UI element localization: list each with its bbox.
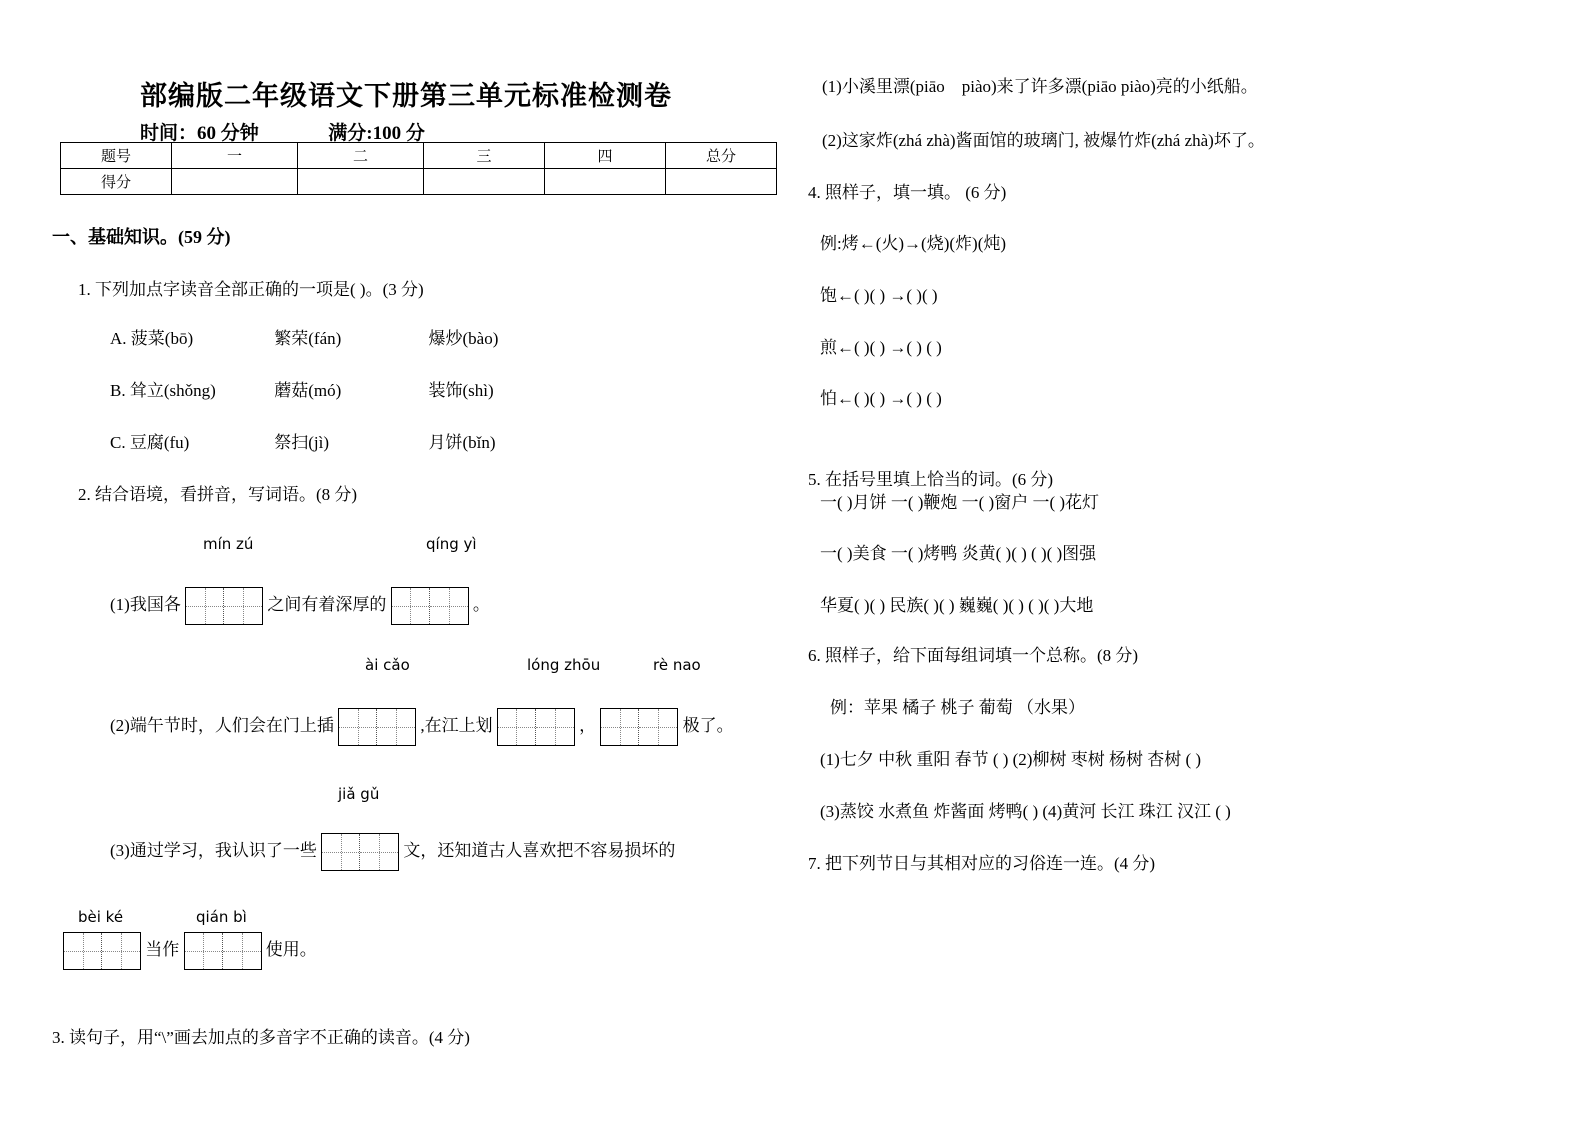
section-1-heading: 一、基础知识。(59 分) [52,227,231,247]
option-b-item-1: B. 耸立(shǒng) [110,381,216,400]
writing-grid[interactable] [63,932,141,970]
question-1-option-b [110,378,750,404]
question-4-example: 例:烤←(火)→(烧)(炸)(炖) [820,234,1007,253]
pinyin-jiagu: jiǎ gǔ [338,785,380,803]
q2-s2-text-c: ， [579,715,597,735]
writing-grid[interactable] [600,708,678,746]
q2-s2-text-b: ,在江上划 [420,715,493,735]
question-1-stem: 1. 下列加点字读音全部正确的一项是( )。(3 分) [78,280,424,299]
q2-s1-text-b: 之间有着深厚的 [267,594,387,614]
question-2-sentence-1 [110,587,490,625]
table-cell: 二 [298,143,424,169]
question-3-item-2: (2)这家炸(zhá zhà)酱面馆的玻璃门, 被爆竹炸(zhá zhà)坏了。 [822,131,1265,150]
table-cell: 三 [424,143,545,169]
q2-s3-text-b: 文，还知道古人喜欢把不容易损坏的 [403,840,676,860]
option-b-item-3: 装饰(shì) [428,381,494,400]
option-a-item-1: A. 菠菜(bō) [110,329,194,348]
pinyin-longzhou: lóng zhōu [527,656,601,674]
table-row [61,169,777,195]
right-column [800,0,1587,1121]
writing-grid[interactable] [391,587,469,625]
question-4-row-1: 饱←( )( ) →( )( ) [820,286,938,305]
exam-meta [140,118,425,145]
question-5-stem: 5. 在括号里填上恰当的词。(6 分) [808,470,1054,489]
writing-grid[interactable] [321,833,399,871]
page-title: 部编版二年级语文下册第三单元标准检测卷 [140,81,672,111]
table-cell [298,169,424,195]
question-6-example: 例：苹果 橘子 桃子 葡萄 （水果） [830,698,1085,717]
question-6-row-2: (3)蒸饺 水煮鱼 炸酱面 烤鸭( ) (4)黄河 长江 珠江 汉江 ( ) [820,802,1231,821]
writing-grid[interactable] [185,587,263,625]
score-table [60,142,777,195]
q2-s1-text-c: 。 [472,594,490,614]
writing-grid[interactable] [338,708,416,746]
question-6-row-1: (1)七夕 中秋 重阳 春节 ( ) (2)柳树 枣树 杨树 杏树 ( ) [820,750,1202,769]
option-a-item-3: 爆炒(bào) [428,329,499,348]
question-3-stem: 3. 读句子，用“\”画去加点的多音字不正确的读音。(4 分) [52,1028,470,1047]
question-1-option-c [110,430,750,456]
question-4-stem: 4. 照样子，填一填。 (6 分) [808,183,1007,202]
table-cell: 四 [545,143,666,169]
question-5-row-1: 一( )月饼 一( )鞭炮 一( )窗户 一( )花灯 [820,493,1100,512]
writing-grid[interactable] [184,932,262,970]
table-row [61,143,777,169]
q2-s2-text-a: (2)端午节时，人们会在门上插 [110,715,334,735]
question-5-row-3: 华夏( )( ) 民族( )( ) 巍巍( )( ) ( )( )大地 [820,596,1094,615]
question-2-sentence-3 [110,833,675,871]
pinyin-beike: bèi ké [78,908,124,926]
question-1-option-a [110,326,750,352]
q2-s4-text-b: 使用。 [265,939,317,959]
q2-s4-text-a: 当作 [145,939,180,959]
option-c-item-2: 祭扫(jì) [274,433,330,452]
question-5-row-2: 一( )美食 一( )烤鸭 炎黄( )( ) ( )( )图强 [820,544,1097,563]
question-2-sentence-4 [63,932,317,970]
table-cell [666,169,777,195]
pinyin-minzu: mín zú [203,535,254,553]
option-a-item-2: 繁荣(fán) [274,329,342,348]
table-cell: 题号 [61,143,172,169]
table-cell: 一 [172,143,298,169]
question-4-row-2: 煎←( )( ) →( ) ( ) [820,338,942,357]
question-4-row-3: 怕←( )( ) →( ) ( ) [820,389,942,408]
question-2-stem: 2. 结合语境，看拼音，写词语。(8 分) [78,485,358,504]
question-7-stem: 7. 把下列节日与其相对应的习俗连一连。(4 分) [808,854,1156,873]
pinyin-qingyi: qíng yì [426,535,477,553]
q2-s2-text-d: 极了。 [682,715,734,735]
table-cell: 总分 [666,143,777,169]
time-label: 时间：60 分钟 [140,123,259,144]
question-3-item-1: (1)小溪里漂(piāo piào)来了许多漂(piāo piào)亮的小纸船。 [822,77,1258,96]
pinyin-renao: rè nao [653,656,701,674]
q2-s3-text-a: (3)通过学习，我认识了一些 [110,840,317,860]
question-2-sentence-2 [110,708,734,746]
option-c-item-3: 月饼(bǐn) [428,433,496,452]
writing-grid[interactable] [497,708,575,746]
table-cell: 得分 [61,169,172,195]
table-cell [424,169,545,195]
question-6-stem: 6. 照样子，给下面每组词填一个总称。(8 分) [808,646,1139,665]
pinyin-qianbi: qián bì [196,908,247,926]
option-b-item-2: 蘑菇(mó) [274,381,342,400]
option-c-item-1: C. 豆腐(fu) [110,433,190,452]
table-cell [545,169,666,195]
table-cell [172,169,298,195]
q2-s1-text-a: (1)我国各 [110,594,181,614]
pinyin-aicao: ài cǎo [365,656,410,674]
total-score-label: 满分:100 分 [328,123,425,144]
